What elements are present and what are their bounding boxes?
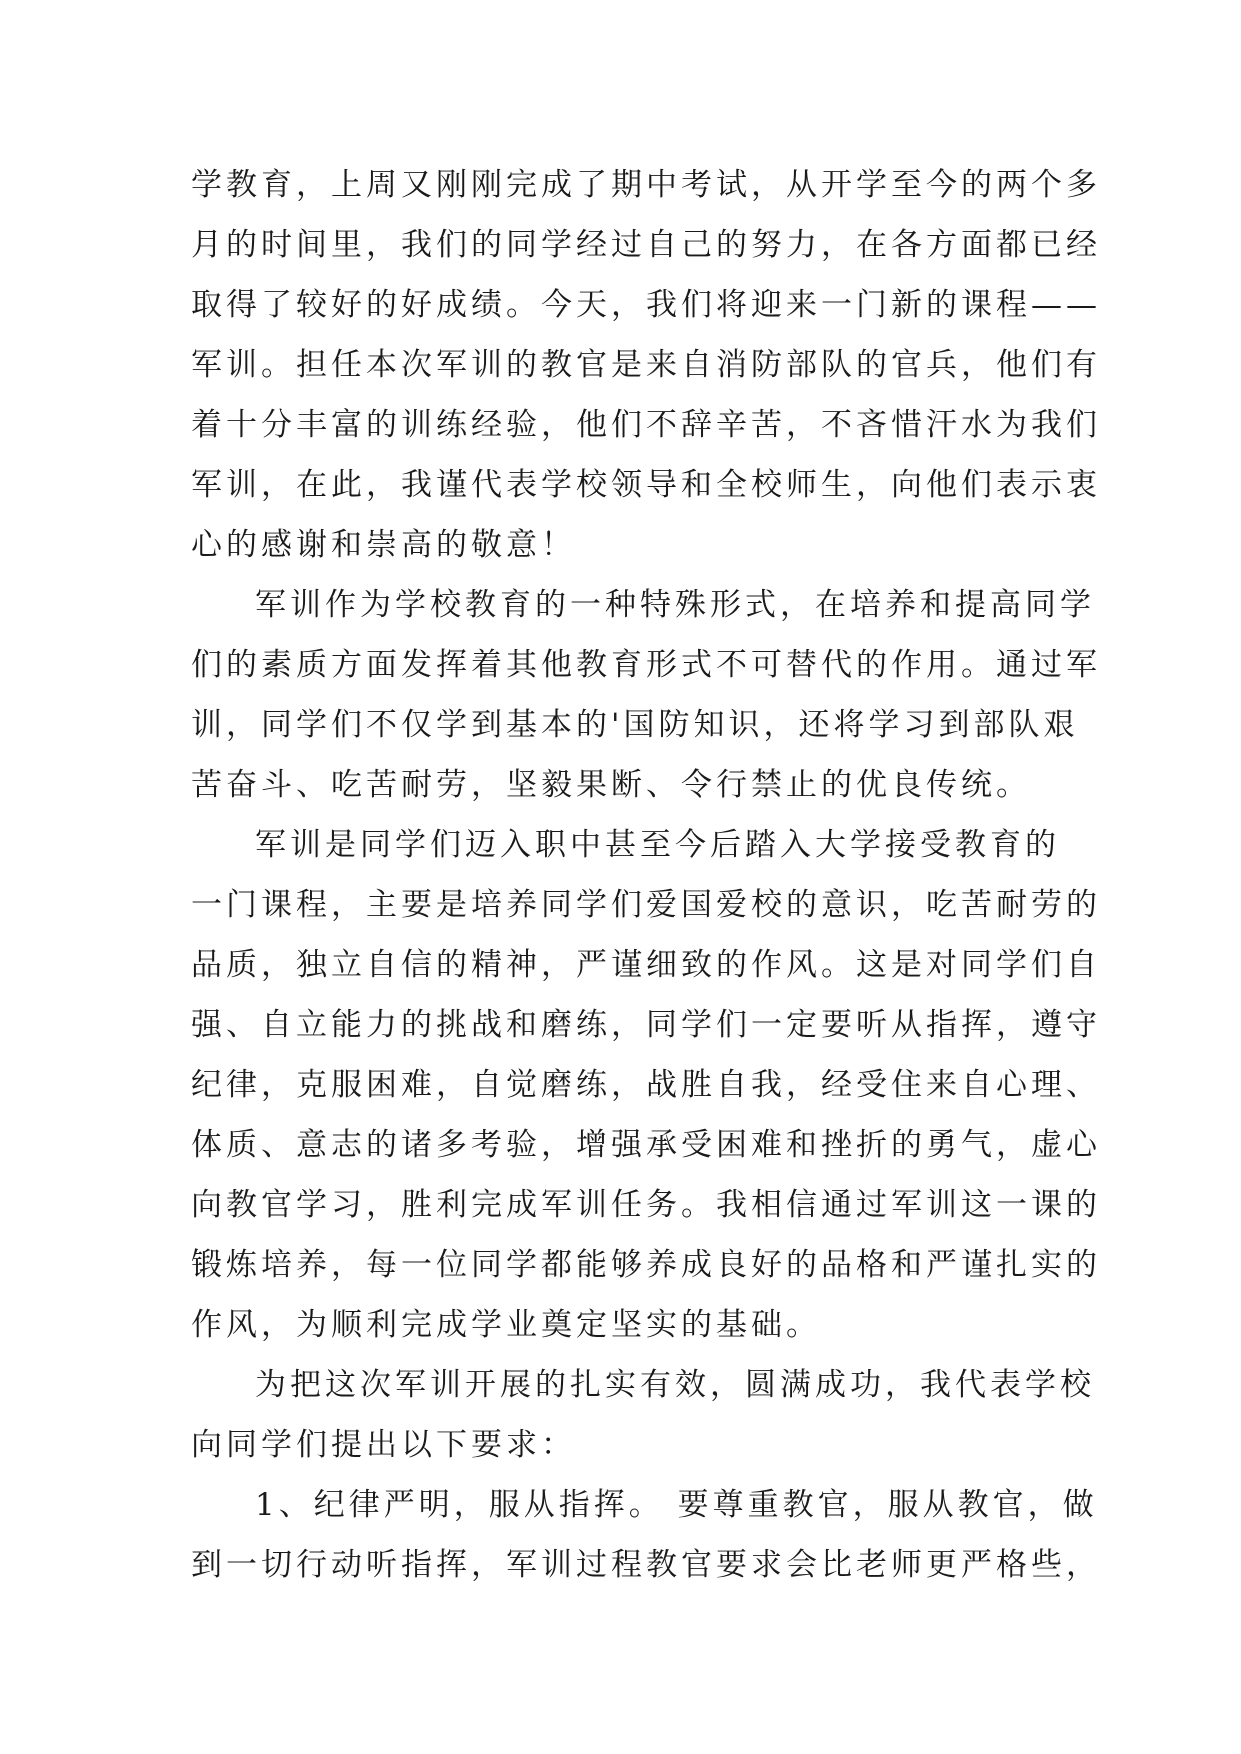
text-line: 心的感谢和崇高的敬意！ — [191, 527, 576, 563]
text-line: 学教育，上周又刚刚完成了期中考试，从开学至今的两个多 — [191, 167, 1101, 203]
text-line: 强、自立能力的挑战和磨练，同学们一定要听从指挥，遵守 — [191, 1007, 1101, 1043]
text-line: 一门课程，主要是培养同学们爱国爱校的意识，吃苦耐劳的 — [191, 887, 1101, 923]
text-line: 军训。担任本次军训的教官是来自消防部队的官兵，他们有 — [191, 347, 1101, 383]
text-line: 军训是同学们迈入职中甚至今后踏入大学接受教育的 — [255, 827, 1060, 863]
text-line: 1、纪律严明，服从指挥。 要尊重教官，服从教官，做 — [255, 1487, 1098, 1523]
text-line: 着十分丰富的训练经验，他们不辞辛苦，不吝惜汗水为我们 — [191, 407, 1101, 443]
text-line: 为把这次军训开展的扎实有效，圆满成功，我代表学校 — [255, 1367, 1095, 1403]
text-line: 月的时间里，我们的同学经过自己的努力，在各方面都已经 — [191, 227, 1101, 263]
text-line: 训，同学们不仅学到基本的'国防知识，还将学习到部队艰 — [191, 707, 1079, 743]
text-line: 锻炼培养，每一位同学都能够养成良好的品格和严谨扎实的 — [191, 1247, 1101, 1283]
text-line: 取得了较好的好成绩。今天，我们将迎来一门新的课程—— — [191, 287, 1101, 323]
paragraph-1 — [191, 155, 1101, 575]
paragraph-3 — [191, 815, 1101, 1355]
text-line: 向教官学习，胜利完成军训任务。我相信通过军训这一课的 — [191, 1187, 1101, 1223]
text-line: 体质、意志的诸多考验，增强承受困难和挫折的勇气，虚心 — [191, 1127, 1101, 1163]
paragraph-4 — [191, 1355, 1095, 1475]
text-line: 纪律，克服困难，自觉磨练，战胜自我，经受住来自心理、 — [191, 1067, 1101, 1103]
text-line: 军训，在此，我谨代表学校领导和全校师生，向他们表示衷 — [191, 467, 1101, 503]
text-line: 苦奋斗、吃苦耐劳，坚毅果断、令行禁止的优良传统。 — [191, 767, 1031, 803]
text-line: 到一切行动听指挥，军训过程教官要求会比老师更严格些， — [191, 1547, 1101, 1583]
text-line: 们的素质方面发挥着其他教育形式不可替代的作用。通过军 — [191, 647, 1101, 683]
text-line: 品质，独立自信的精神，严谨细致的作风。这是对同学们自 — [191, 947, 1101, 983]
text-line: 作风，为顺利完成学业奠定坚实的基础。 — [191, 1307, 821, 1343]
paragraph-5 — [191, 1475, 1101, 1595]
text-line: 向同学们提出以下要求： — [191, 1427, 576, 1463]
paragraph-2 — [191, 575, 1101, 815]
text-line: 军训作为学校教育的一种特殊形式，在培养和提高同学 — [255, 587, 1095, 623]
document-body — [191, 155, 1101, 1595]
